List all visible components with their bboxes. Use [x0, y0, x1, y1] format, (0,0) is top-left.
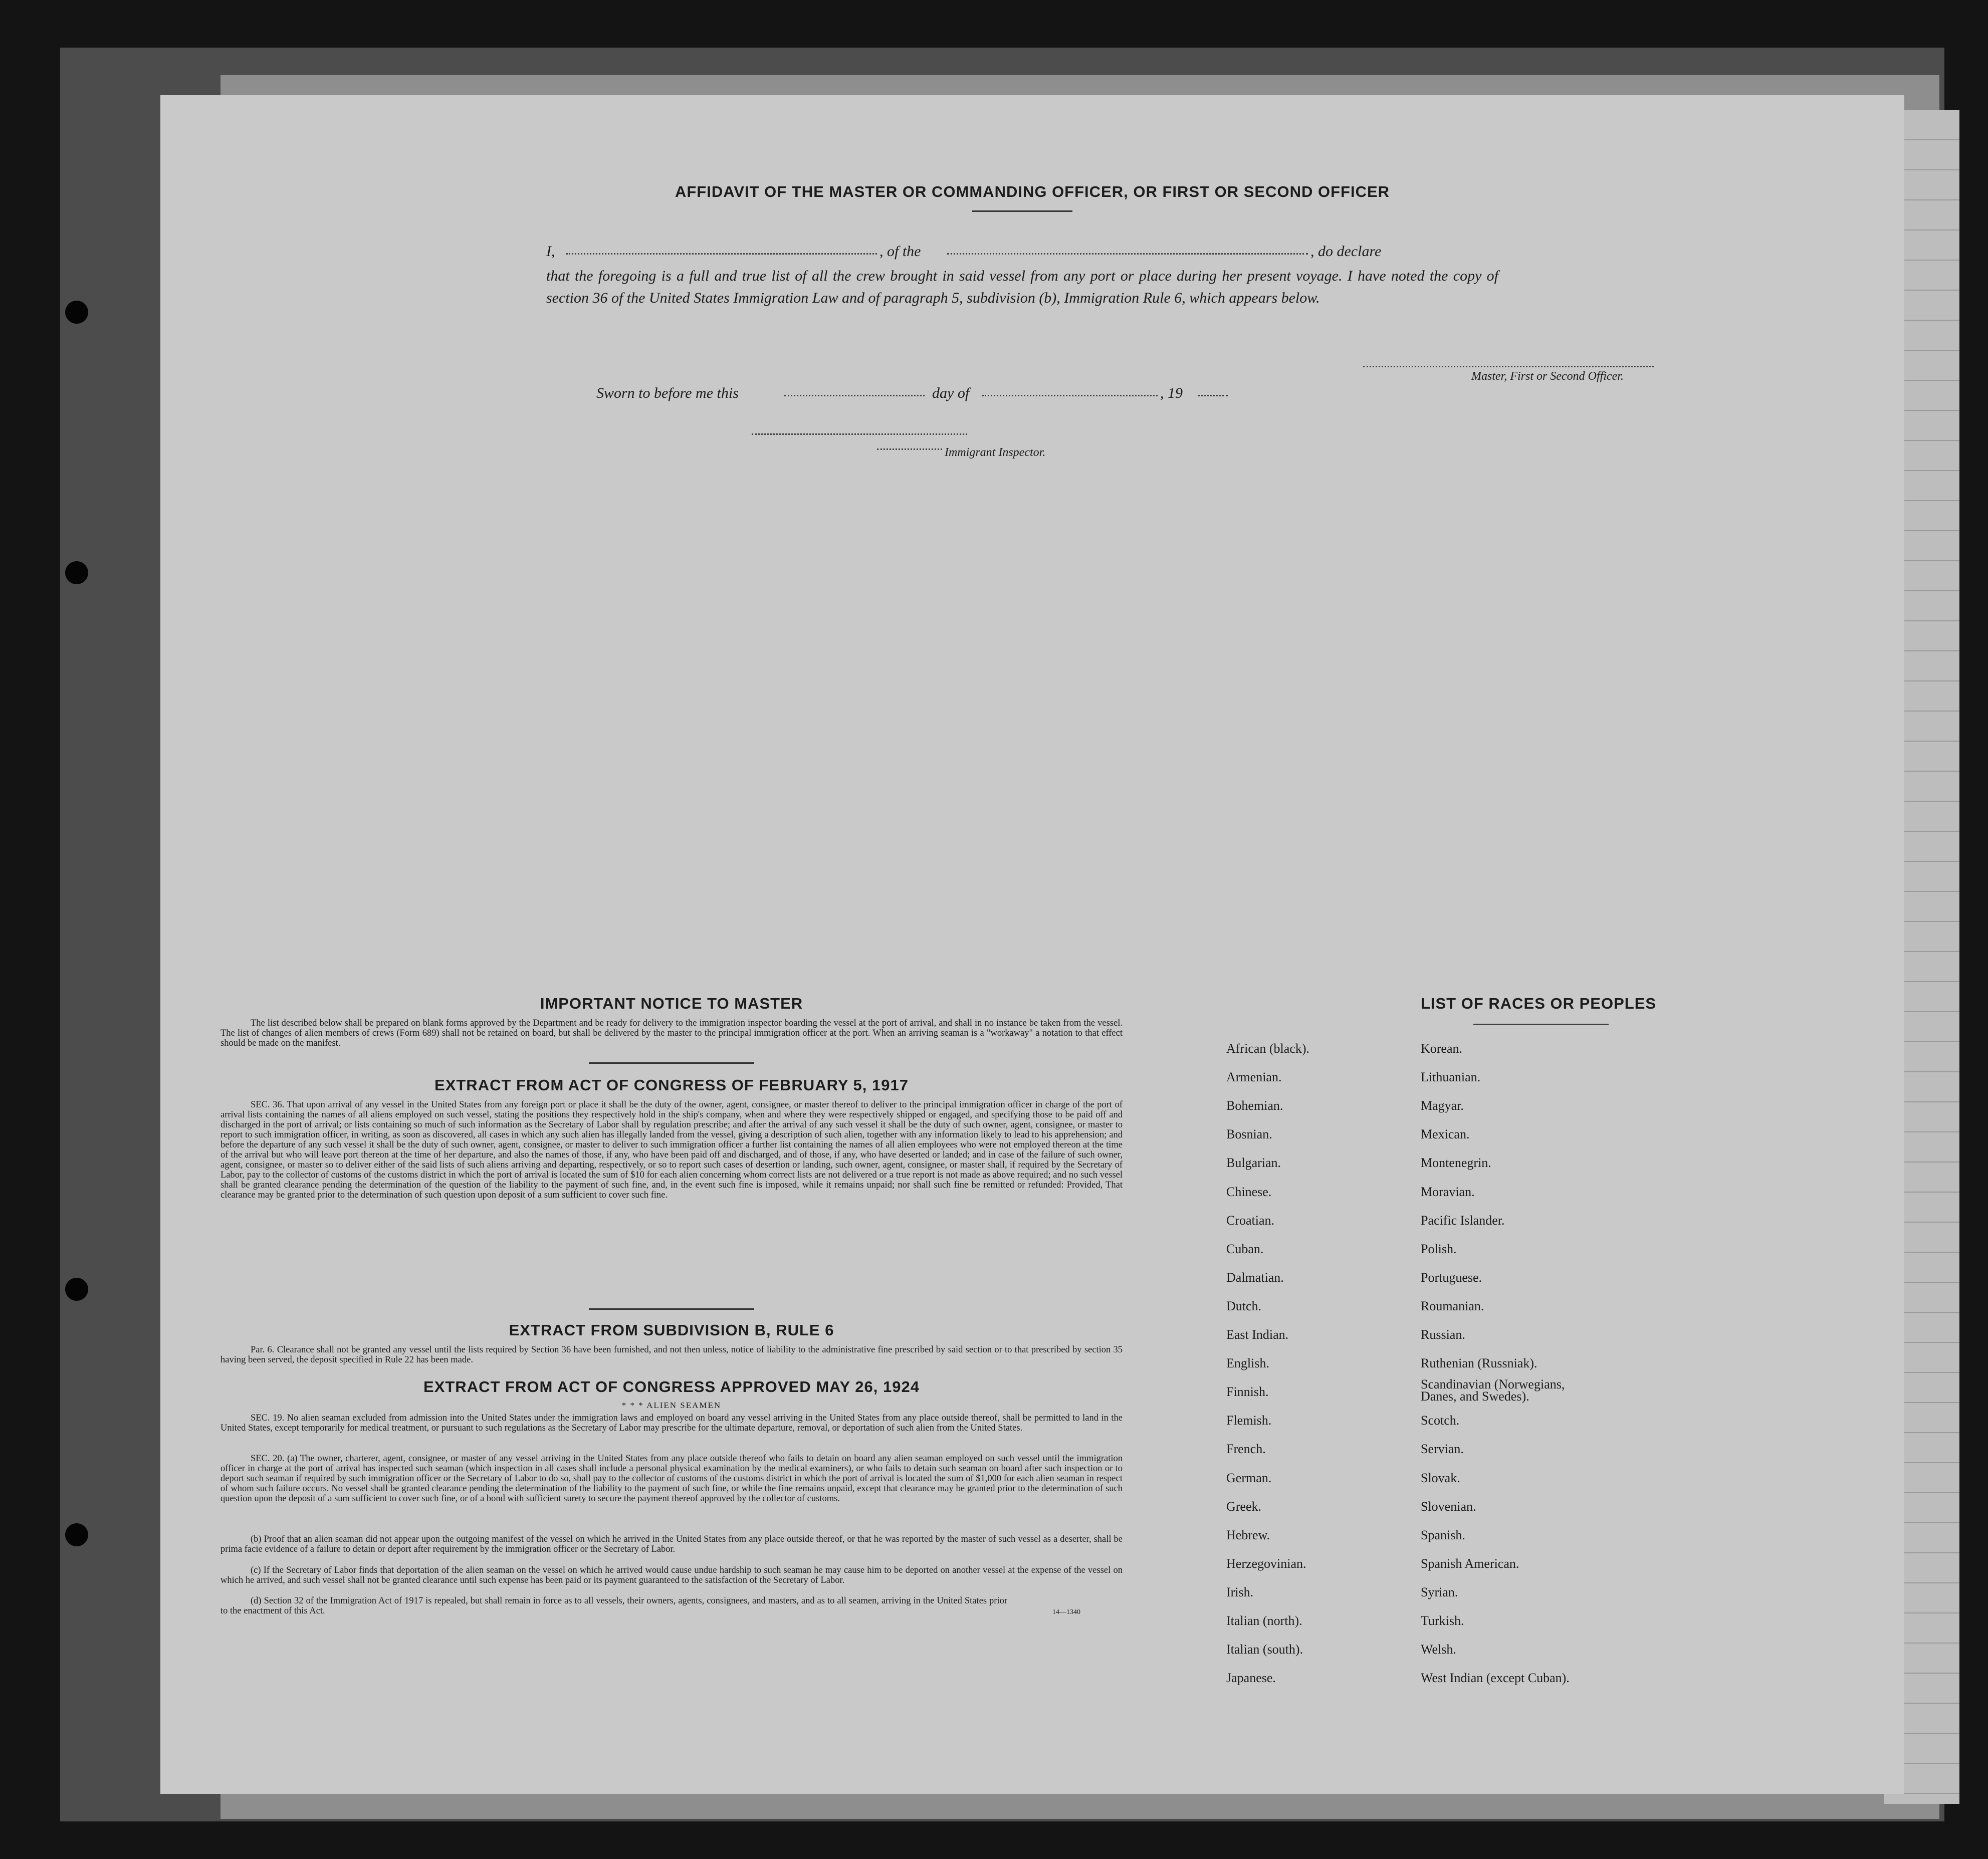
declarant-prefix: I,	[546, 243, 555, 260]
race-item-right: Servian.	[1421, 1442, 1464, 1456]
race-item-left: Herzegovinian.	[1226, 1556, 1306, 1571]
form-page	[160, 95, 1904, 1794]
form-code: 14—1340	[1052, 1608, 1080, 1616]
extract-1924-para-3: (b) Proof that an alien seaman did not appear upon the outgoing manifest of the vessel on which he arrived in the United States from any place outside thereof, or that he was reported by the master of such vessel as a deserter, shall be prima facie evidence of a failure to detain or deport after requirement by the immigration officer or the Secretary of Labor.	[220, 1534, 1123, 1554]
extract-1917-text: SEC. 36. That upon arrival of any vessel in the United States from any foreign port or place it shall be the duty of the owner, agent, consignee, or master thereof to deliver to the principal immigration officer in charge of the port of arrival lists containing the names of all aliens employed on such vessel, stating the positions they respectively hold in the ship's company, when and where they were respectively shipped or engaged, and specifying those to be paid off and discharged in the port of arrival; or lists containing so much of such information as the Secretary of Labor shall by regulation prescribe; and after the arrival of any such vessel it shall be the duty of such owner, agent, consignee, or master to report to such immigration officer, in writing, as soon as discovered, all cases in which any such alien has illegally landed from the vessel, giving a description of such alien, together with any information likely to lead to his apprehension; and before the departure of any such vessel it shall be the duty of such owner, agent, consignee, or master to deliver to such immigration officer a further list containing the names of all alien employees who were not employed thereon at the time of the arrival but who will leave port thereon at the time of her departure, and also the names of those, if any, who have been paid off and discharged, and of those, if any, who have deserted or landed; and in case of the failure of such owner, agent, consignee, or master so to deliver either of the said lists of such aliens arriving and departing, respectively, or so to report such cases of desertion or landing, such owner, agent, consignee, or master shall, if required by the Secretary of Labor, pay to the collector of customs of the customs district in which the port of arrival is located the sum of $10 for each alien concerning whom correct lists are not delivered or a true report is not made as above required; and no such vessel shall be granted clearance pending the determination of the question of the liability to the payment of such fine, and, in the event such fine is imposed, while it remains unpaid; nor shall such fine be remitted or refunded: Provided, That clearance may be granted prior to the determination of such question upon deposit of a sum sufficient to cover such fine.	[220, 1100, 1123, 1200]
master-signature-label: Master, First or Second Officer.	[1471, 370, 1624, 383]
section-rule	[589, 1308, 754, 1310]
race-item-left: Croatian.	[1226, 1213, 1275, 1228]
race-item-right: Portuguese.	[1421, 1270, 1482, 1285]
sworn-month-field[interactable]	[982, 390, 1158, 396]
extract-1924-para-2: SEC. 20. (a) The owner, charterer, agent, consignee, or master of any vessel arriving in the United States from any place outside thereof who fails to detain on board any alien seaman employed on such vessel until the immigration officer in charge at the port of arrival has inspected such seaman (which inspection in all cases shall include a personal physical examination by the medical examiners), or who fails to detain such seaman on board after such inspection or to deport such seaman if required by such immigration officer or the Secretary of Labor to do so, shall pay to the collector of customs of the customs district in which the port of arrival is located the sum of $1,000 for each alien seaman in respect of whom such failure occurs. No vessel shall be granted clearance pending the determination of the liability to the payment of such fine, or while the fine remains unpaid, except that clearance may be granted prior to the determination of such question upon the deposit of a sum sufficient to cover such fine, or of a bond with sufficient surety to secure the payment thereof approved by the collector of customs.	[220, 1454, 1123, 1504]
race-item-right: Slovenian.	[1421, 1499, 1476, 1514]
races-rule	[1473, 1024, 1609, 1025]
race-item-right: Magyar.	[1421, 1098, 1464, 1113]
race-item-left: Armenian.	[1226, 1070, 1282, 1084]
race-item-right: Moravian.	[1421, 1185, 1475, 1199]
race-item-left: Bulgarian.	[1226, 1155, 1281, 1170]
punch-hole	[65, 1523, 88, 1546]
declarant-line	[546, 243, 1639, 265]
race-item-left: French.	[1226, 1442, 1266, 1456]
race-item-right: Korean.	[1421, 1041, 1463, 1056]
race-item-right: Russian.	[1421, 1327, 1465, 1342]
notice-title: IMPORTANT NOTICE TO MASTER	[540, 995, 803, 1012]
race-item-left: Italian (south).	[1226, 1642, 1303, 1657]
punch-hole	[65, 301, 88, 324]
race-item-right: West Indian (except Cuban).	[1421, 1671, 1570, 1685]
subdivision-title: EXTRACT FROM SUBDIVISION B, RULE 6	[509, 1321, 834, 1339]
sworn-year-field[interactable]	[1198, 390, 1228, 396]
master-signature-field[interactable]	[1363, 361, 1654, 367]
sworn-day-field[interactable]	[784, 390, 925, 396]
extract-1917-title: EXTRACT FROM ACT OF CONGRESS OF FEBRUARY 5, 1917	[434, 1076, 909, 1094]
race-item-right: Pacific Islander.	[1421, 1213, 1505, 1228]
race-item-right: Welsh.	[1421, 1642, 1456, 1657]
section-rule	[589, 1062, 754, 1064]
punch-hole	[65, 1278, 88, 1301]
race-item-left: Cuban.	[1226, 1242, 1264, 1256]
extract-1924-para-5: (d) Section 32 of the Immigration Act of 1917 is repealed, but shall remain in force as to all vessels, their owners, agents, consignees, and masters, and as to all seamen, arriving in the United States prior to the enactment of this Act.	[220, 1596, 1007, 1616]
inspector-signature-field-2[interactable]	[877, 443, 942, 450]
declarant-of: , of the	[879, 243, 921, 260]
race-item-left: Irish.	[1226, 1585, 1254, 1599]
race-item-right: Montenegrin.	[1421, 1155, 1491, 1170]
sworn-day-label: day of	[932, 385, 970, 401]
race-item-left: Japanese.	[1226, 1671, 1276, 1685]
inspector-label: Immigrant Inspector.	[945, 446, 1046, 459]
punch-hole	[65, 561, 88, 584]
race-item-right: Slovak.	[1421, 1471, 1460, 1485]
vessel-name-field[interactable]	[947, 248, 1308, 255]
extract-1924-para-1: SEC. 19. No alien seaman excluded from admission into the United States under the immigration laws and employed on board any vessel arriving in the United States from any place outside thereof, shall be permitted to land in the United States, except temporarily for medical treatment, or pursuant to such regulations as the Secretary of Labor may prescribe for the ultimate departure, removal, or deportation of such alien from the United States.	[220, 1413, 1123, 1433]
race-item-right: Lithuanian.	[1421, 1070, 1481, 1084]
extract-1924-para-4: (c) If the Secretary of Labor finds that deportation of the alien seaman on the vessel on which he arrived would cause undue hardship to such seaman he may cause him to be deported on another vessel at the expense of the vessel on which he arrived, and such vessel shall not be granted clearance until such expense has been paid or its payment guaranteed to the satisfaction of the Secretary of Labor.	[220, 1565, 1123, 1585]
race-item-left: Chinese.	[1226, 1185, 1272, 1199]
affidavit-block	[546, 243, 1639, 309]
race-item-left: East Indian.	[1226, 1327, 1289, 1342]
notice-text: The list described below shall be prepared on blank forms approved by the Department and be ready for delivery to the immigration inspector boarding the vessel at the port of arrival, and shall in no instance be taken from the vessel. The list of changes of alien members of crews (Form 689) shall not be retained on board, but shall be delivered by the master to the principal immigration officer at the port. When an arriving seaman is a "workaway" a notation to that effect should be made on the manifest.	[220, 1018, 1123, 1048]
race-item-left: Finnish.	[1226, 1384, 1269, 1399]
sworn-line	[596, 385, 1398, 407]
race-item-right: Polish.	[1421, 1242, 1457, 1256]
race-item-right: Turkish.	[1421, 1613, 1464, 1628]
race-item-left: Dalmatian.	[1226, 1270, 1284, 1285]
race-item-left: Hebrew.	[1226, 1528, 1270, 1542]
race-item-right: Spanish.	[1421, 1528, 1465, 1542]
race-item-left: Bohemian.	[1226, 1098, 1283, 1113]
inspector-signature-field[interactable]	[752, 428, 967, 435]
extract-1924-title: EXTRACT FROM ACT OF CONGRESS APPROVED MAY 26, 1924	[423, 1378, 920, 1396]
race-item-right: Syrian.	[1421, 1585, 1458, 1599]
alien-seamen-subtitle: * * * ALIEN SEAMEN	[621, 1401, 722, 1410]
races-title: LIST OF RACES OR PEOPLES	[1420, 995, 1657, 1012]
race-item-right: Mexican.	[1421, 1127, 1470, 1141]
race-item-left: Italian (north).	[1226, 1613, 1302, 1628]
race-item-left: Bosnian.	[1226, 1127, 1272, 1141]
race-item-right: Ruthenian (Russniak).	[1421, 1356, 1537, 1370]
sworn-label: Sworn to before me this	[596, 385, 739, 401]
race-item-left: Greek.	[1226, 1499, 1262, 1514]
sworn-year-label: , 19	[1160, 385, 1183, 401]
affidavit-title: AFFIDAVIT OF THE MASTER OR COMMANDING OFFICER, OR FIRST OR SECOND OFFICER	[675, 183, 1390, 200]
race-item-left: Dutch.	[1226, 1299, 1262, 1313]
declarant-name-field[interactable]	[566, 248, 877, 255]
race-item-left: English.	[1226, 1356, 1269, 1370]
race-item-right: Scandinavian (Norwegians, Danes, and Swedes).	[1421, 1377, 1565, 1404]
race-item-right: Roumanian.	[1421, 1299, 1484, 1313]
race-item-left: German.	[1226, 1471, 1272, 1485]
subdivision-text: Par. 6. Clearance shall not be granted any vessel until the lists required by Section 36 have been furnished, and not then unless, notice of liability to the administrative fine prescribed by said section or to that prescribed by section 35 having been served, the deposit specified in Rule 22 has been made.	[220, 1345, 1123, 1365]
title-rule	[972, 210, 1072, 212]
race-item-right: Spanish American.	[1421, 1556, 1519, 1571]
affidavit-body: that the foregoing is a full and true list of all the crew brought in said vessel from any port or place during her present voyage. I have noted the copy of section 36 of the United States Immigration Law and of paragraph 5, subdivision (b), Immigration Rule 6, which appears below.	[546, 268, 1498, 306]
race-item-left: Flemish.	[1226, 1413, 1272, 1428]
race-item-left: African (black).	[1226, 1041, 1310, 1056]
race-item-right: Scotch.	[1421, 1413, 1460, 1428]
declarant-suffix: , do declare	[1310, 243, 1382, 260]
